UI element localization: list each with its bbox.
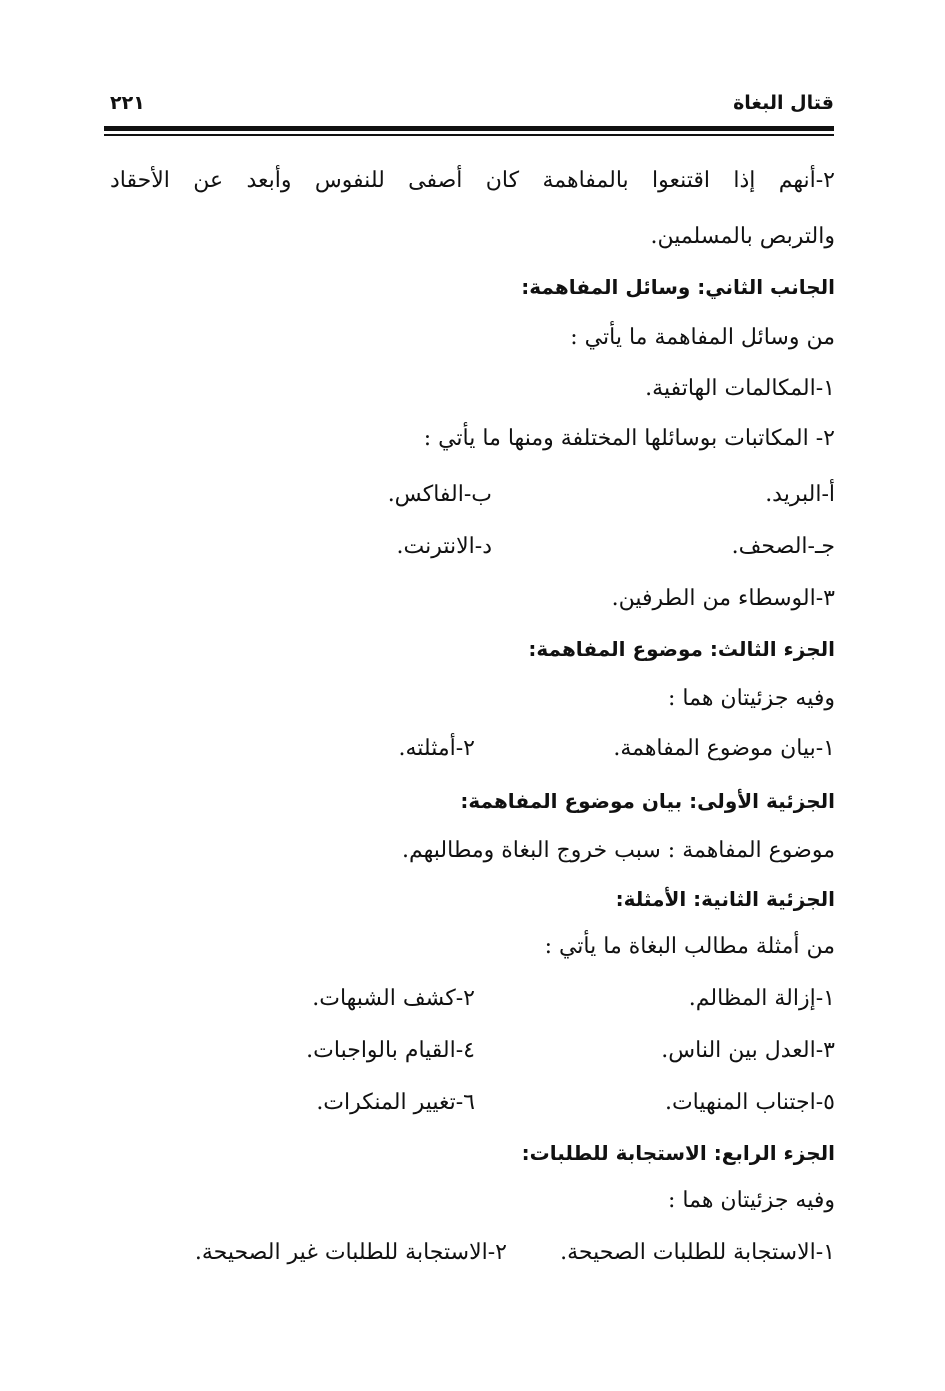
body-text: من أمثلة مطالب البغاة ما يأتي : [544,934,835,959]
page-number: ٢٢١ [110,92,145,114]
list-item: ٢-أمثلته. [398,736,475,761]
section-heading: الجانب الثاني: وسائل المفاهمة: [521,275,835,299]
list-item: ٥-اجتناب المنهيات. [664,1090,835,1115]
list-item: ٦-تغيير المنكرات. [316,1090,475,1115]
paragraph-line-2: والتربص بالمسلمين. [650,224,835,249]
list-item: ٤-القيام بالواجبات. [306,1038,475,1063]
list-item: أ-البريد. [765,482,835,507]
list-item: ١-المكالمات الهاتفية. [645,376,835,401]
body-text: موضوع المفاهمة : سبب خروج البغاة ومطالبهم. [402,838,835,863]
running-header [110,92,834,126]
subsection-heading: الجزئية الثانية: الأمثلة: [615,887,835,911]
list-item: ٣-العدل بين الناس. [661,1038,835,1063]
list-item: ٢-كشف الشبهات. [312,986,475,1011]
list-item: ٢- المكاتبات بوسائلها المختلفة ومنها ما يأتي : [423,426,835,451]
header-rule-thick [104,126,834,131]
body-text: من وسائل المفاهمة ما يأتي : [570,325,835,350]
list-item: د-الانترنت. [396,534,492,559]
list-item: ١-إزالة المظالم. [688,986,835,1011]
body-text: وفيه جزئيتان هما : [668,686,835,711]
list-item: ٣-الوسطاء من الطرفين. [611,586,835,611]
body-text: وفيه جزئيتان هما : [668,1188,835,1213]
list-item: ١-الاستجابة للطلبات الصحيحة. [560,1240,835,1265]
header-title: قتال البغاة [733,92,834,114]
list-item: جـ-الصحف. [731,534,835,559]
section-heading: الجزء الثالث: موضوع المفاهمة: [528,637,835,661]
subsection-heading: الجزئية الأولى: بيان موضوع المفاهمة: [460,789,835,813]
list-item: ٢-الاستجابة للطلبات غير الصحيحة. [194,1240,507,1265]
section-heading: الجزء الرابع: الاستجابة للطلبات: [521,1141,835,1165]
paragraph-line-1: ٢-أنهم إذا اقتنعوا بالمفاهمة كان أصفى للنفوس وأبعد عن الأحقاد [110,168,835,193]
header-rule-thin [104,134,834,136]
list-item: ب-الفاكس. [387,482,492,507]
list-item: ١-بيان موضوع المفاهمة. [613,736,835,761]
